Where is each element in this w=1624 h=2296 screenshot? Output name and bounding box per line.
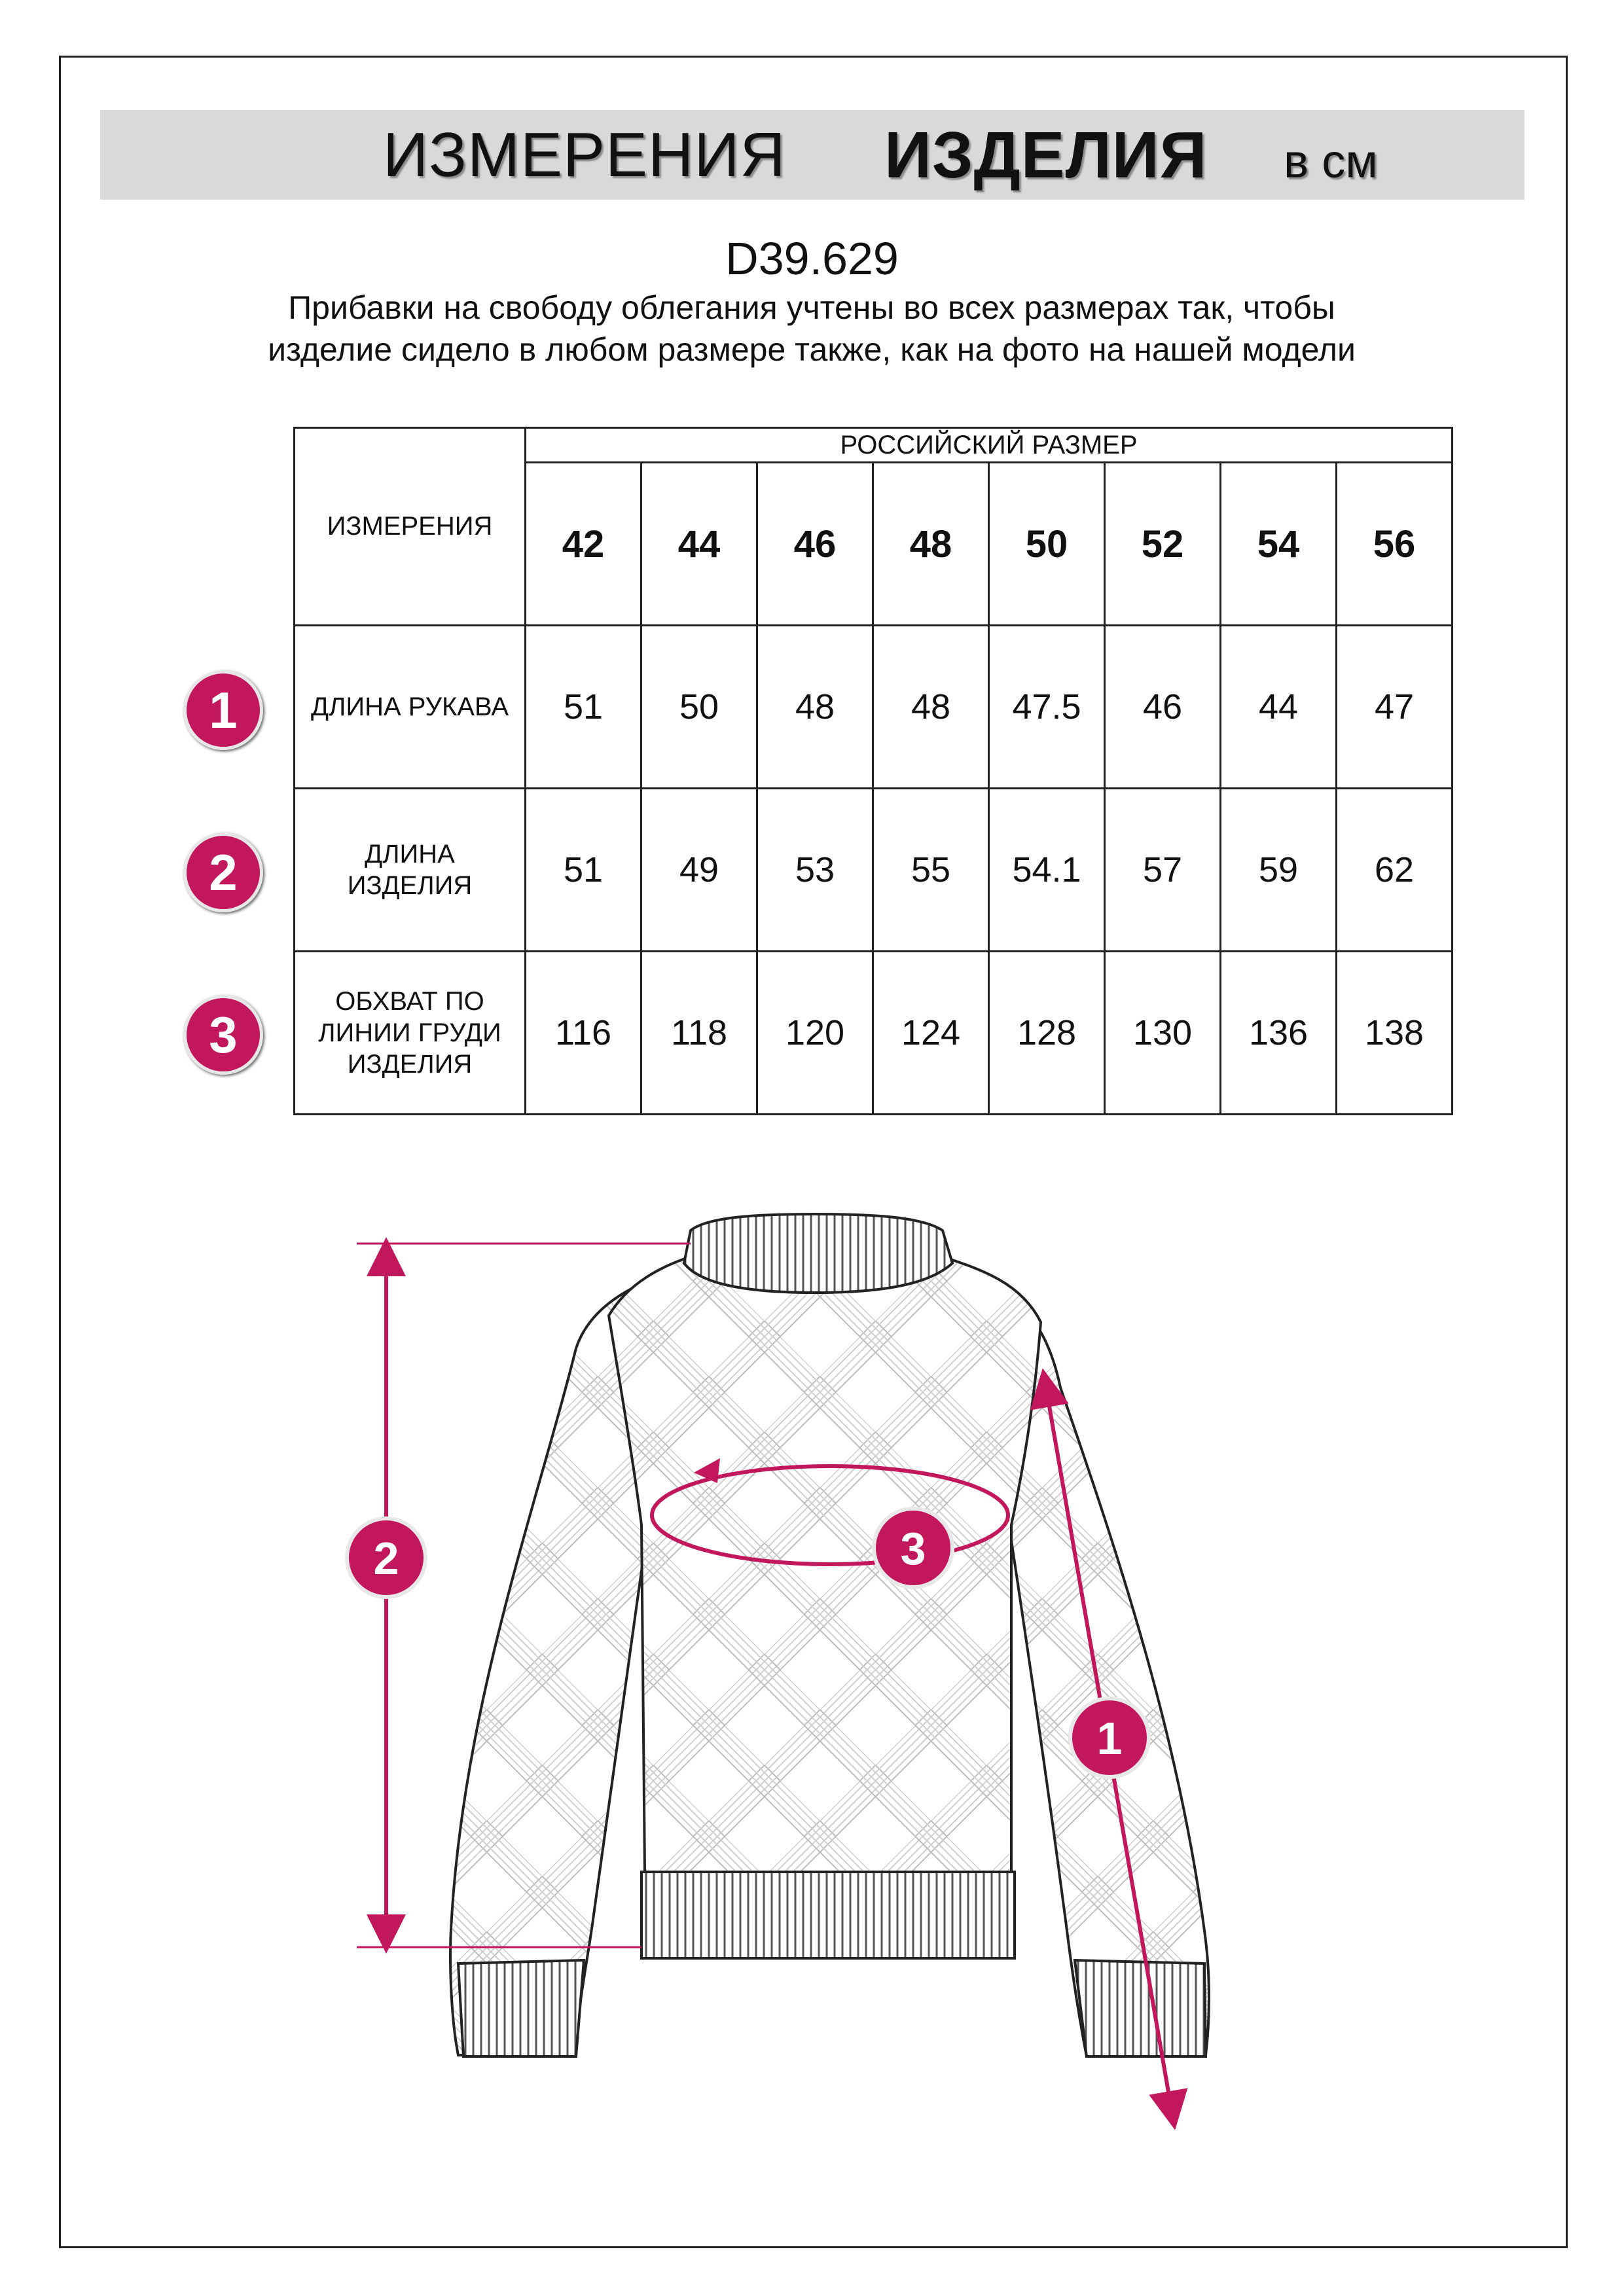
value-cell: 57 — [1105, 789, 1221, 952]
value-cell: 47 — [1337, 626, 1453, 789]
diagram-badge-1-label: 1 — [1096, 1713, 1123, 1764]
value-cell: 51 — [526, 626, 641, 789]
row-badge-3: 3 — [183, 995, 263, 1075]
row-label-length: ДЛИНА ИЗДЕЛИЯ — [295, 789, 526, 952]
row-label-chest: ОБХВАТ ПО ЛИНИИ ГРУДИ ИЗДЕЛИЯ — [295, 952, 526, 1115]
row-badge-1: 1 — [183, 670, 263, 750]
measurements-header: ИЗМЕРЕНИЯ — [295, 428, 526, 626]
product-code: D39.629 — [725, 233, 899, 284]
size-cell: 50 — [989, 463, 1105, 626]
row-badge-2: 2 — [183, 833, 263, 912]
value-cell: 128 — [989, 952, 1105, 1115]
size-cell: 44 — [641, 463, 757, 626]
diagram-badge-3 — [874, 1509, 952, 1587]
value-cell: 53 — [757, 789, 873, 952]
value-cell: 130 — [1105, 952, 1221, 1115]
value-cell: 136 — [1221, 952, 1337, 1115]
value-cell: 138 — [1337, 952, 1453, 1115]
value-cell: 54.1 — [989, 789, 1105, 952]
region-header: РОССИЙСКИЙ РАЗМЕР — [526, 428, 1453, 463]
fit-note: Прибавки на свободу облегания учтены во всех размерах так, чтобы изделие сидело в любом размере также, как на фото на нашей модели — [268, 289, 1356, 368]
value-cell: 118 — [641, 952, 757, 1115]
diagram-badge-2 — [347, 1518, 425, 1597]
diagram-badge-1 — [1070, 1698, 1149, 1777]
value-cell: 51 — [526, 789, 641, 952]
waistband — [641, 1872, 1015, 1958]
row-label-sleeve: ДЛИНА РУКАВА — [295, 626, 526, 789]
value-cell: 55 — [873, 789, 989, 952]
diagram-badge-2-label: 2 — [373, 1533, 399, 1584]
value-cell: 62 — [1337, 789, 1453, 952]
value-cell: 49 — [641, 789, 757, 952]
size-cell: 52 — [1105, 463, 1221, 626]
left-cuff — [458, 1960, 584, 2056]
value-cell: 48 — [757, 626, 873, 789]
value-cell: 120 — [757, 952, 873, 1115]
size-cell: 46 — [757, 463, 873, 626]
value-cell: 48 — [873, 626, 989, 789]
value-cell: 46 — [1105, 626, 1221, 789]
value-cell: 50 — [641, 626, 757, 789]
title-regular: ИЗМЕРЕНИЯ — [383, 120, 786, 190]
value-cell: 47.5 — [989, 626, 1105, 789]
value-cell: 124 — [873, 952, 989, 1115]
title-bold: ИЗДЕЛИЯ — [884, 118, 1208, 192]
size-cell: 48 — [873, 463, 989, 626]
value-cell: 59 — [1221, 789, 1337, 952]
diagram-badge-3-label: 3 — [900, 1523, 926, 1574]
value-cell: 44 — [1221, 626, 1337, 789]
value-cell: 116 — [526, 952, 641, 1115]
size-cell: 56 — [1337, 463, 1453, 626]
right-cuff — [1075, 1960, 1206, 2056]
size-cell: 42 — [526, 463, 641, 626]
size-cell: 54 — [1221, 463, 1337, 626]
title-unit: в см — [1284, 135, 1378, 188]
neckband — [684, 1214, 952, 1293]
